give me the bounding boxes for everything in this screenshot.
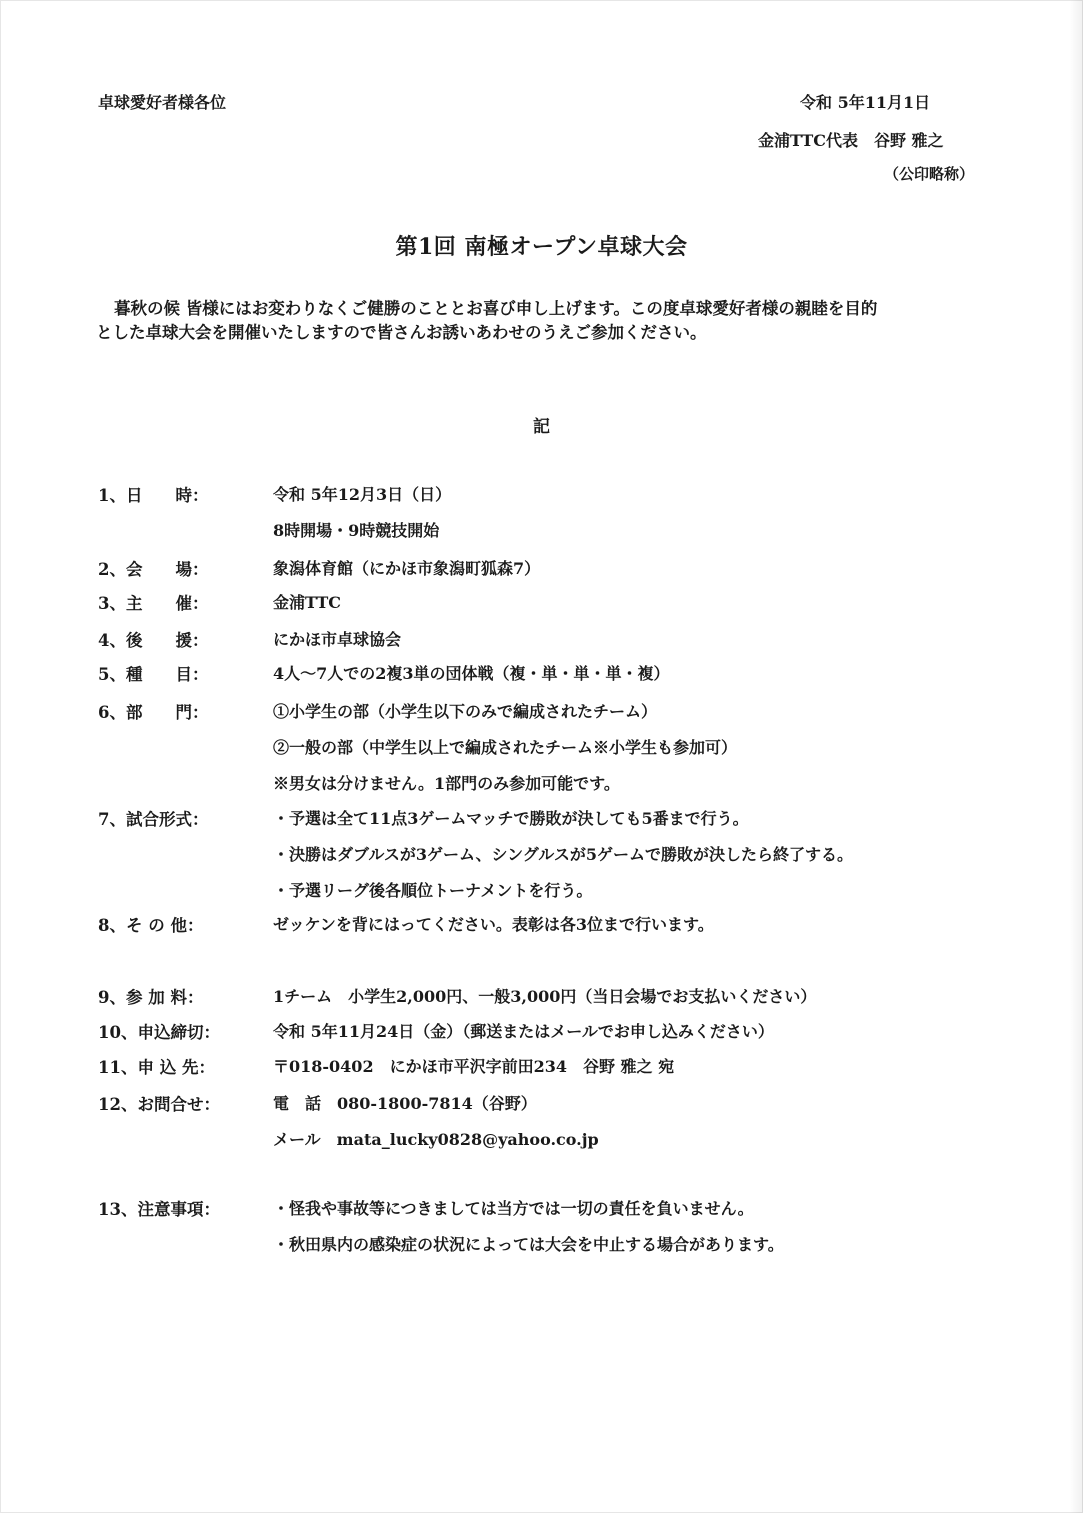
item-value-line: 1チーム 小学生2,000円、一般3,000円（当日会場でお支払いください） [273, 987, 817, 1006]
ki-heading: 記 [533, 417, 550, 437]
item-value-line: 象潟体育館（にかほ市象潟町狐森7） [273, 559, 541, 578]
item-label: 5、種 目： [98, 665, 209, 684]
item-value-line: 〒018-0402 にかほ市平沢字前田234 谷野 雅之 宛 [273, 1057, 675, 1076]
item-value-line: 金浦TTC [273, 593, 341, 612]
item-label: 6、部 門： [98, 703, 209, 722]
item-value-line: メール mata_lucky0828@yahoo.co.jp [273, 1130, 599, 1149]
sender: 金浦TTC代表 谷野 雅之 [758, 131, 944, 150]
item-value-line: ・予選リーグ後各順位トーナメントを行う。 [273, 881, 593, 900]
page-title: 第1回 南極オープン卓球大会 [395, 234, 688, 260]
addressee: 卓球愛好者様各位 [98, 93, 227, 112]
item-value-line: にかほ市卓球協会 [273, 630, 402, 649]
item-label: 4、後 援： [98, 631, 209, 650]
item-label: 10、申込締切： [98, 1023, 220, 1042]
item-value-line: 令和 5年11月24日（金）（郵送またはメールでお申し込みください） [273, 1022, 774, 1041]
item-value-line: ※男女は分けません。1部門のみ参加可能です。 [273, 774, 620, 793]
seal-note: （公印略称） [884, 165, 975, 183]
item-value-line: 令和 5年12月3日（日） [273, 485, 452, 504]
item-value-line: 8時開場・9時競技開始 [273, 521, 440, 540]
item-value-line: ・秋田県内の感染症の状況によっては大会を中止する場合があります。 [273, 1235, 784, 1254]
item-value-line: ・決勝はダブルスが3ゲーム、シングルスが5ゲームで勝敗が決したら終了する。 [273, 845, 853, 864]
item-label: 3、主 催： [98, 594, 209, 613]
item-label: 13、注意事項： [98, 1200, 220, 1219]
item-value-line: ①小学生の部（小学生以下のみで編成されたチーム） [273, 702, 658, 721]
item-label: 1、日 時： [98, 486, 209, 505]
item-value-line: 電 話 080-1800-7814（谷野） [273, 1094, 537, 1113]
item-label: 2、会 場： [98, 560, 209, 579]
item-label: 9、参 加 料： [98, 988, 204, 1007]
greeting-line-2: とした卓球大会を開催いたしますので皆さんお誘いあわせのうえご参加ください。 [96, 323, 707, 342]
item-value-line: ②一般の部（中学生以上で編成されたチーム※小学生も参加可） [273, 738, 738, 757]
item-value-line: 4人～7人での2複3単の団体戦（複・単・単・単・複） [273, 664, 670, 683]
greeting-paragraph [96, 297, 996, 345]
item-label: 11、申 込 先： [98, 1058, 215, 1077]
item-label: 7、試合形式： [98, 810, 209, 829]
item-value-line: ・予選は全て11点3ゲームマッチで勝敗が決しても5番まで行う。 [273, 809, 749, 828]
issue-date: 令和 5年11月1日 [800, 93, 931, 112]
item-value-line: ・怪我や事故等につきましては当方では一切の責任を負いません。 [273, 1199, 754, 1218]
item-label: 12、お問合せ： [98, 1095, 220, 1114]
greeting-line-1: 暮秋の候 皆様にはお変わりなくご健勝のこととお喜び申し上げます。この度卓球愛好者様の親睦を目的 [114, 299, 878, 318]
item-label: 8、そ の 他： [98, 916, 204, 935]
page-edge-shadow [1069, 0, 1083, 1513]
item-value-line: ゼッケンを背にはってください。表彰は各3位まで行います。 [273, 915, 714, 934]
